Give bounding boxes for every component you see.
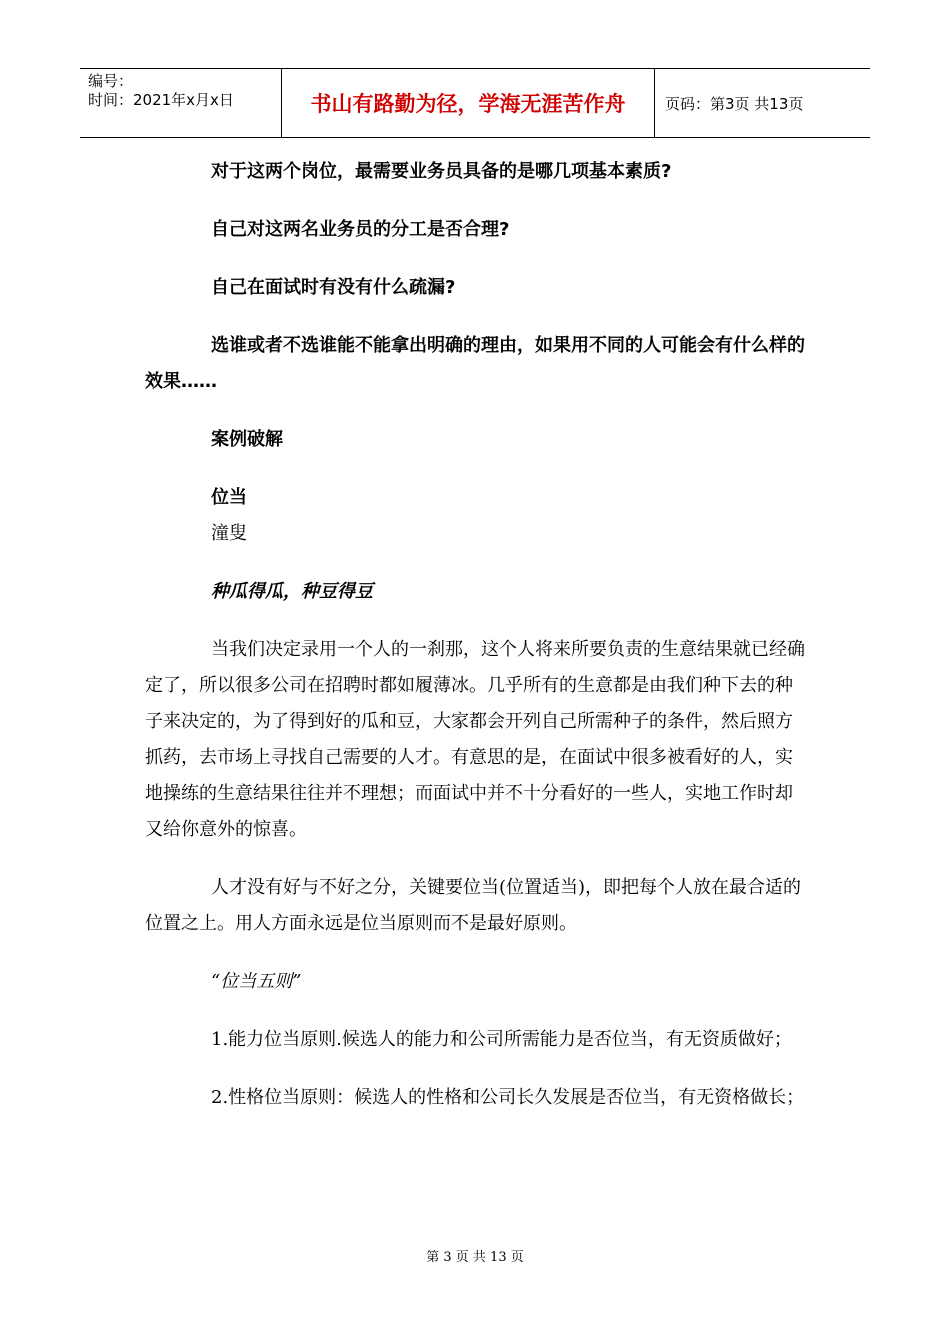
article-author: 潼叟 — [211, 523, 247, 544]
page-footer: 第 3 页 共 13 页 — [426, 1250, 524, 1265]
header-meta — [80, 69, 282, 137]
question-1: 对于这两个岗位，最需要业务员具备的是哪几项基本素质? — [211, 161, 672, 182]
body-paragraph-2: 人才没有好与不好之分，关键要位当(位置适当)，即把每个人放在最合适的位置之上。用人方面永远是位当原则而不是最好原则。 — [145, 877, 802, 934]
article-title: 位当 — [211, 487, 247, 508]
principles-heading: “位当五则” — [211, 971, 302, 992]
principle-1: 1.能力位当原则.候选人的能力和公司所需能力是否位当，有无资质做好； — [211, 1029, 792, 1050]
header-page-info: 页码：第3页 共13页 — [665, 94, 804, 113]
header-motto: 书山有路勤为径，学海无涯苦作舟 — [282, 69, 655, 137]
question-4: 选谁或者不选谁能不能拿出明确的理由，如果用不同的人可能会有什么样的效果…… — [145, 335, 805, 392]
question-2: 自己对这两名业务员的分工是否合理? — [211, 219, 510, 240]
page-header — [80, 68, 870, 138]
document-body — [145, 150, 810, 1116]
question-3: 自己在面试时有没有什么疏漏? — [211, 277, 456, 298]
principle-2: 2.性格位当原则：候选人的性格和公司长久发展是否位当，有无资格做长； — [211, 1087, 805, 1108]
body-paragraph-1: 当我们决定录用一个人的一刹那，这个人将来所要负责的生意结果就已经确定了，所以很多公司在招聘时都如履薄冰。几乎所有的生意都是由我们种下去的种子来决定的，为了得到好的瓜和豆，大家都会开列自己所需种子的条件，然后照方抓药，去市场上寻找自己需要的人才。有意思的是，在面试中很多被看好的人，实地操练的生意结果往往并不理想；而面试中并不十分看好的一些人，实地工作时却又给你意外的惊喜。 — [145, 639, 805, 840]
section-heading: 案例破解 — [211, 429, 283, 450]
article-subtitle: 种瓜得瓜，种豆得豆 — [211, 581, 373, 602]
document-time-label: 时间：2021年x月x日 — [88, 91, 234, 109]
document-number-label: 编号： — [88, 72, 134, 90]
